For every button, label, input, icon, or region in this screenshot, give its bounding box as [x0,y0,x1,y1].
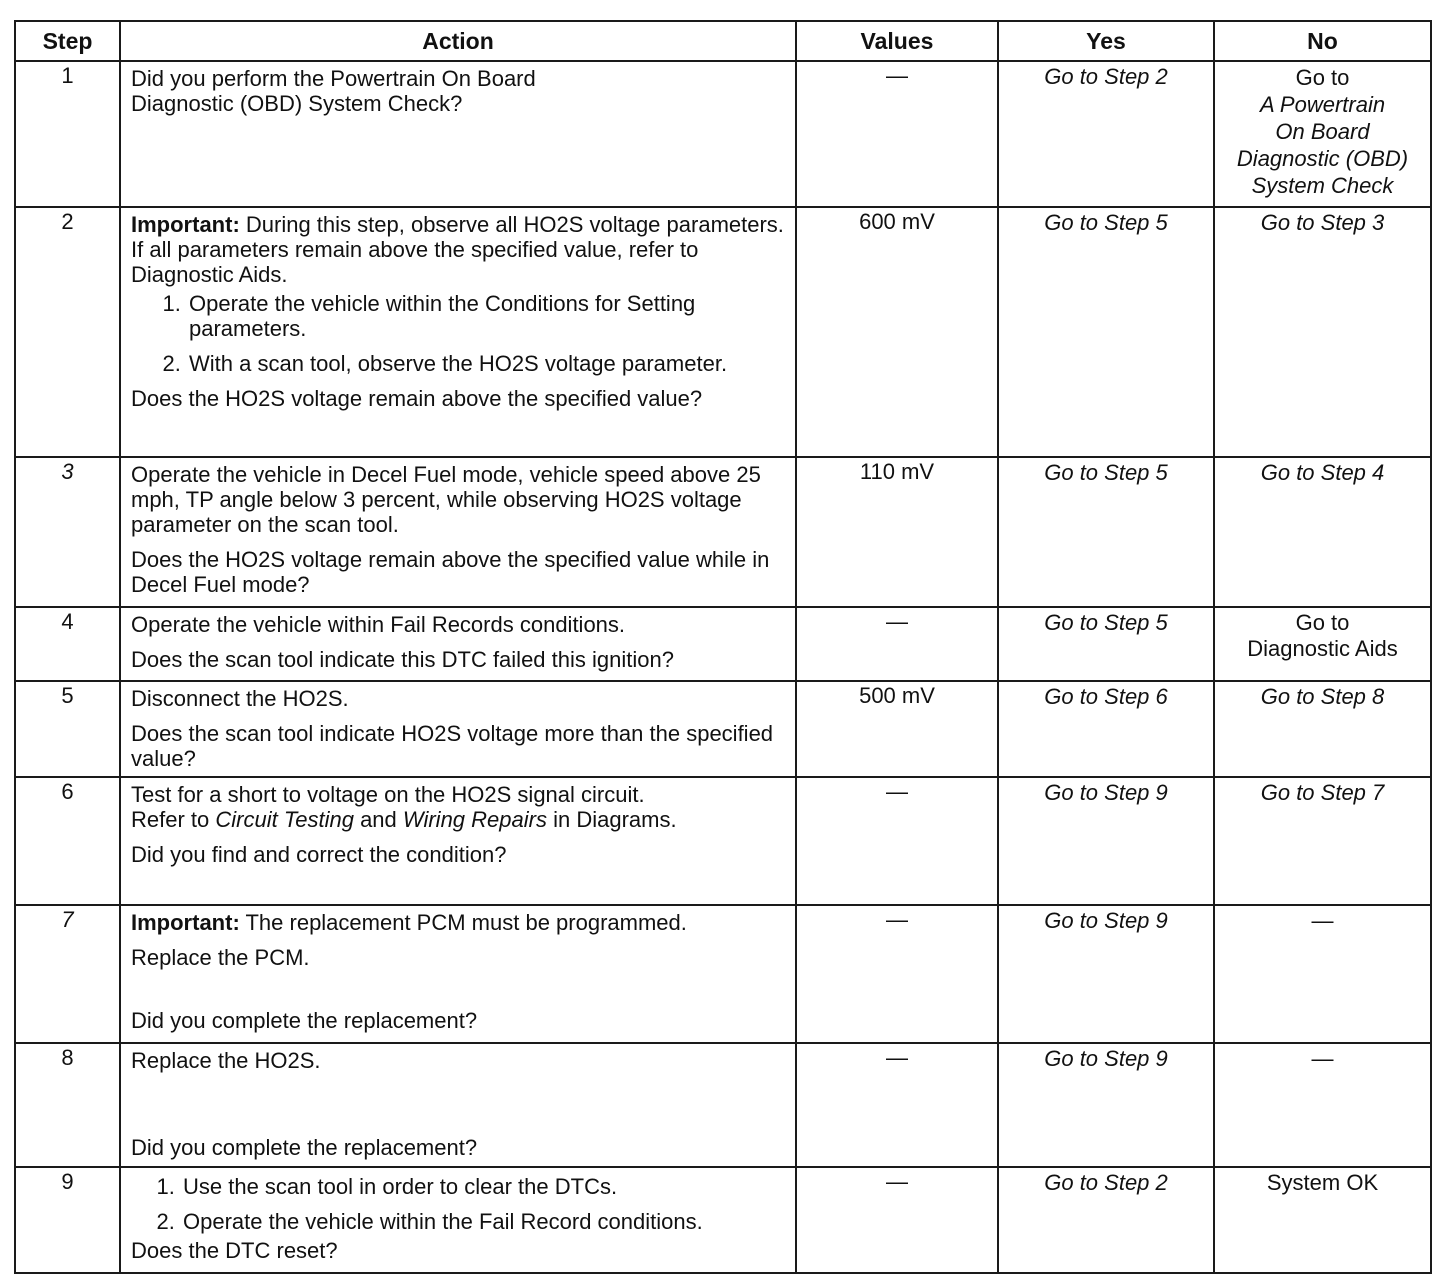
action-question: Does the HO2S voltage remain above the specified value while in Decel Fuel mode? [131,547,770,597]
values-cell: — [796,1167,998,1273]
values-cell: — [796,905,998,1043]
action-cell [120,777,796,905]
action-instruction: Replace the HO2S. [131,1048,321,1073]
action-cell [120,207,796,457]
table-row [15,905,1431,1043]
step-number: 9 [15,1167,120,1273]
yes-cell: Go to Step 6 [998,681,1214,777]
table-row [15,607,1431,681]
step-number: 7 [15,905,120,1043]
action-cell [120,61,796,207]
action-cell [120,681,796,777]
table-row [15,681,1431,777]
diagnostic-table [14,20,1432,1274]
step-number: 2 [15,207,120,457]
values-cell: 110 mV [796,457,998,607]
step-number: 1 [15,61,120,207]
table-row [15,777,1431,905]
yes-cell: Go to Step 9 [998,777,1214,905]
list-item: 2. With a scan tool, observe the HO2S voltage parameter. [187,351,785,376]
important-text: The replacement PCM must be programmed. [239,910,687,935]
header-no: No [1214,21,1431,61]
no-line: Diagnostic Aids [1247,636,1398,661]
no-cell [1214,61,1431,207]
values-cell: — [796,61,998,207]
step-number: 4 [15,607,120,681]
important-note [131,910,785,935]
action-question: Did you complete the replacement? [131,1135,478,1160]
yes-cell: Go to Step 2 [998,61,1214,207]
values-cell: 500 mV [796,681,998,777]
no-line: System Check [1251,173,1394,198]
table-row [15,207,1431,457]
step-number: 8 [15,1043,120,1167]
no-line: A Powertrain [1259,92,1386,117]
step-number: 3 [15,457,120,607]
step-number: 5 [15,681,120,777]
no-cell: Go to Step 3 [1214,207,1431,457]
important-label: Important: [131,910,240,935]
values-cell: — [796,1043,998,1167]
yes-cell: Go to Step 9 [998,1043,1214,1167]
values-cell: — [796,777,998,905]
no-cell: Go to Step 7 [1214,777,1431,905]
action-cell [120,1043,796,1167]
substep-list [131,1174,785,1234]
action-question: Did you find and correct the condition? [131,842,507,867]
no-line: Go to [1295,610,1350,635]
header-row [15,21,1431,61]
instruction-text: and [353,807,403,832]
no-cell [1214,607,1431,681]
header-yes: Yes [998,21,1214,61]
no-cell: System OK [1214,1167,1431,1273]
action-instruction: Replace the PCM. [131,945,310,970]
yes-cell: Go to Step 2 [998,1167,1214,1273]
substep-list [131,291,785,376]
action-cell [120,905,796,1043]
list-item: 1. Use the scan tool in order to clear the DTCs. [181,1174,785,1199]
action-question: Does the scan tool indicate this DTC failed this ignition? [131,647,674,672]
no-cell: Go to Step 4 [1214,457,1431,607]
action-question: Did you complete the replacement? [131,1008,478,1033]
table-row [15,1043,1431,1167]
action-cell [120,457,796,607]
important-note [131,212,785,287]
list-item: 2. Operate the vehicle within the Fail Record conditions. [181,1209,785,1234]
circuit-testing-ref: Circuit Testing [215,807,354,832]
step-number: 6 [15,777,120,905]
instruction-text: Test for a short to voltage on the HO2S signal circuit. Refer to [131,782,645,832]
action-instruction: Operate the vehicle in Decel Fuel mode, vehicle speed above 25 mph, TP angle below 3 percent, while observing HO2S voltage parameter on the scan tool. [131,462,761,537]
no-cell: Go to Step 8 [1214,681,1431,777]
no-line: Go to [1295,65,1350,90]
header-step: Step [15,21,120,61]
action-instruction [131,782,691,832]
wiring-repairs-ref: Wiring Repairs [402,807,547,832]
table-row [15,457,1431,607]
action-question: Does the DTC reset? [131,1238,338,1263]
yes-cell: Go to Step 9 [998,905,1214,1043]
no-line: Diagnostic (OBD) [1236,146,1409,171]
no-line: On Board [1275,119,1370,144]
no-cell: — [1214,905,1431,1043]
important-text: During this step, observe all HO2S voltage parameters. If all parameters remain above the specified value, refer to Diagnostic Aids. [131,212,784,287]
table-row [15,61,1431,207]
values-cell: — [796,607,998,681]
yes-cell: Go to Step 5 [998,607,1214,681]
action-instruction: Operate the vehicle within Fail Records conditions. [131,612,626,637]
action-cell [120,607,796,681]
no-cell: — [1214,1043,1431,1167]
values-cell: 600 mV [796,207,998,457]
header-action: Action [120,21,796,61]
action-question: Does the scan tool indicate HO2S voltage more than the specified value? [131,721,774,771]
action-cell [120,1167,796,1273]
yes-cell: Go to Step 5 [998,457,1214,607]
action-instruction: Disconnect the HO2S. [131,686,349,711]
table-row [15,1167,1431,1273]
instruction-text: in Diagrams. [546,807,677,832]
header-values: Values [796,21,998,61]
yes-cell: Go to Step 5 [998,207,1214,457]
list-item: 1. Operate the vehicle within the Conditions for Setting parameters. [187,291,785,341]
action-question: Does the HO2S voltage remain above the specified value? [131,386,703,411]
important-label: Important: [131,212,240,237]
action-question: Did you perform the Powertrain On Board Diagnostic (OBD) System Check? [131,66,536,116]
